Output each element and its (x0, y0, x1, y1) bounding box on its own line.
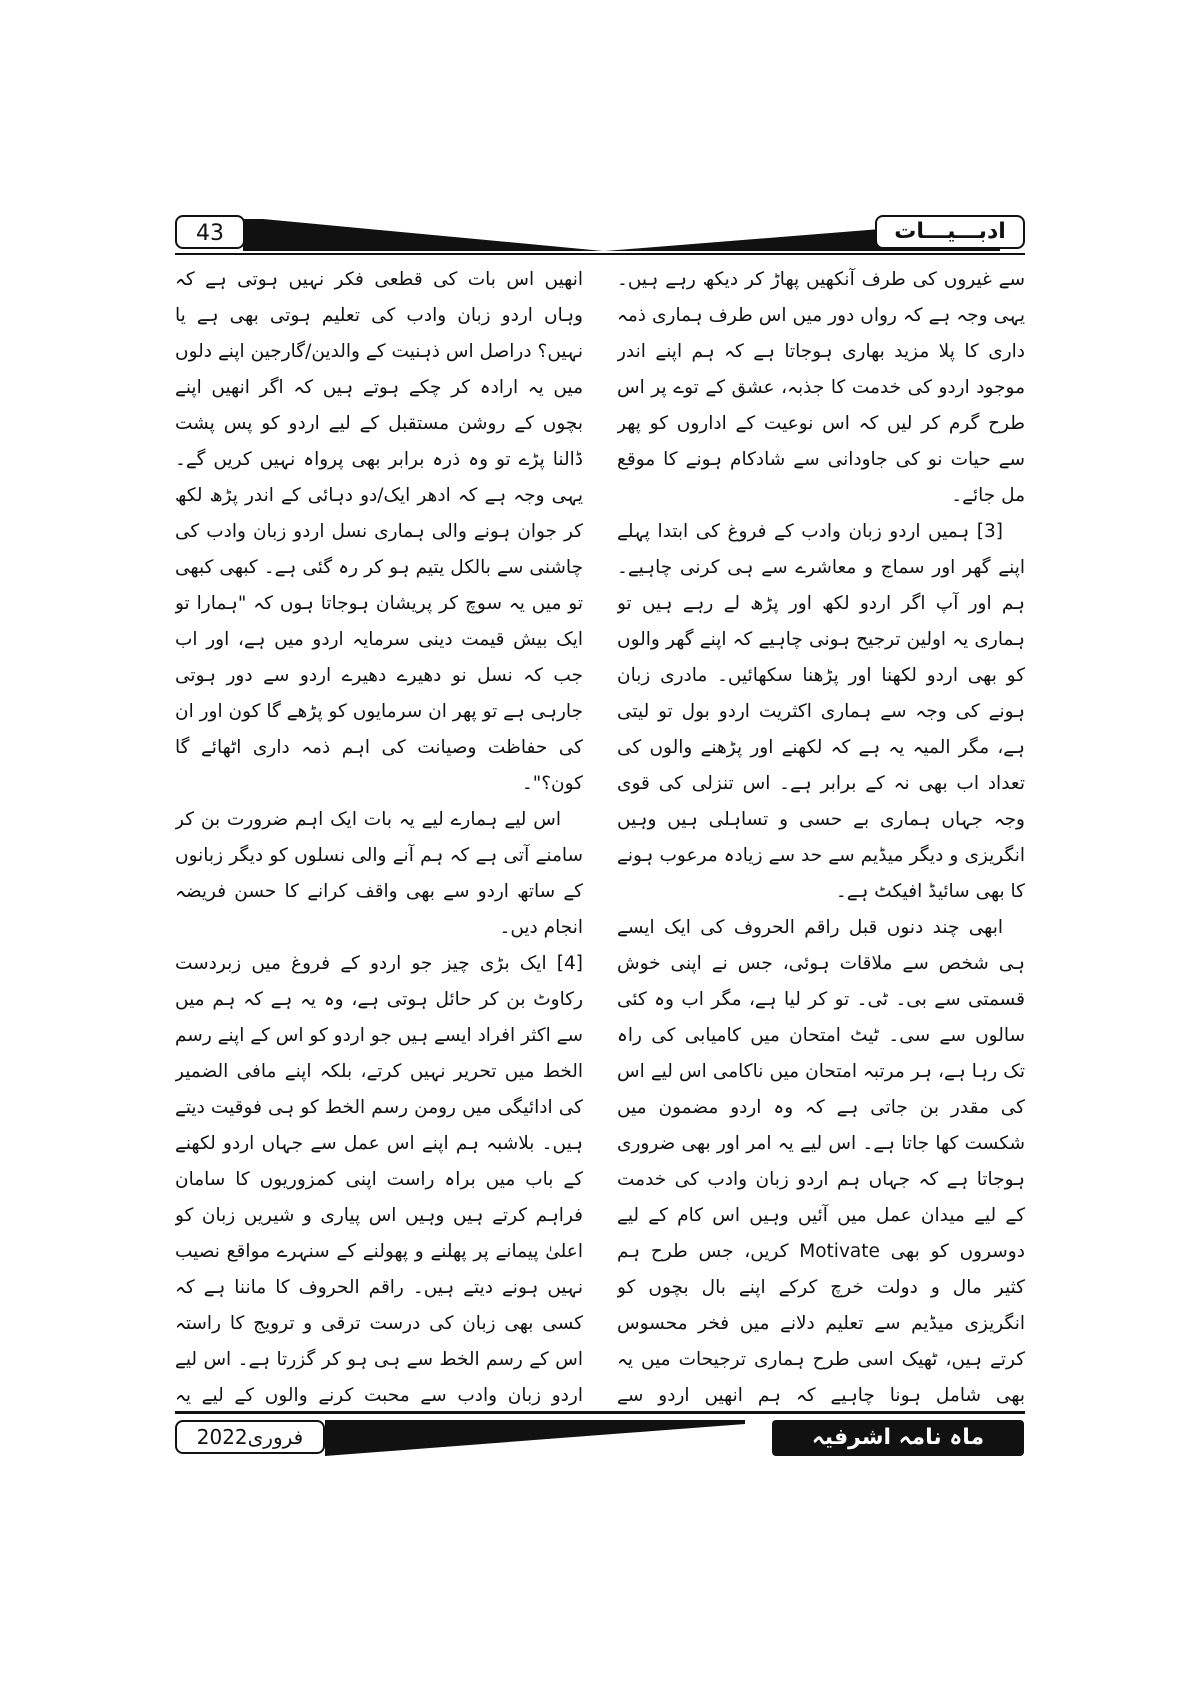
footer-wedge (325, 1420, 745, 1456)
paragraph: [4] ایک بڑی چیز جو اردو کے فروغ میں زبردست رکاوٹ بن کر حائل ہوتی ہے، وہ یہ ہے کہ ہم میں سے اکثر افراد ایسے ہیں جو اردو کو اس کے اپنے رسم الخط میں تحریر نہیں کرتے، بلکہ اپنے مافی الضمیر کی ادائیگی میں رومن رسم الخط کو ہی فوقیت دیتے ہیں۔ بلاشبہ ہم اپنے اس عمل سے جہاں اردو لکھنے کے باب میں براہ راست اپنی کمزوریوں کا سامان فراہم کرتے ہیں وہیں اس پیاری و شیریں زبان کو اعلیٰ پیمانے پر پھلنے و پھولنے کے سنہرے مواقع نصیب نہیں ہونے دیتے ہیں۔ راقم الحروف کا ماننا ہے کہ کسی بھی زبان کی درست ترقی و ترویج کا راستہ اس کے رسم الخط سے ہی ہو کر گزرتا ہے۔ اس لیے اردو زبان وادب سے محبت کرنے والوں کے لیے یہ (175, 953, 583, 1406)
article-column-left (175, 262, 583, 1410)
header-rule (175, 253, 1025, 255)
paragraph: انھیں اس بات کی قطعی فکر نہیں ہوتی ہے کہ وہاں اردو زبان وادب کی تعلیم ہوتی بھی ہے یا نہیں؟ دراصل اس ذہنیت کے والدین/گارجین اپنے دلوں میں یہ ارادہ کر چکے ہوتے ہیں کہ اگر انھیں اپنے بچوں کے روشن مستقبل کے لیے اردو کو پس پشت ڈالنا پڑے تو وہ ذرہ برابر بھی پرواہ نہیں کریں گے۔ یہی وجہ ہے کہ ادھر ایک/دو دہائی کے اندر پڑھ لکھ کر جوان ہونے والی ہماری نسل اردو زبان وادب کی چاشنی سے بالکل یتیم ہو کر رہ گئی ہے۔ کبھی کبھی تو میں یہ سوچ کر پریشان ہوجاتا ہوں کہ "ہمارا تو ایک بیش قیمت دینی سرمایہ اردو میں ہے، اور اب جب کہ نسل نو دھیرے دھیرے اردو سے دور ہوتی جارہی ہے تو پھر ان سرمایوں کو پڑھے گا کون اور ان کی حفاظت وصیانت کی اہم ذمہ داری اٹھائے گا کون؟"۔ (175, 269, 583, 794)
article-column-right (617, 262, 1025, 1410)
magazine-name: ماہ نامہ اشرفیہ (772, 1420, 1024, 1456)
header-wedge-left (243, 215, 603, 251)
page-number: 43 (175, 215, 245, 249)
page-header (175, 215, 1025, 255)
section-title: ادبـــیـــات (875, 215, 1025, 249)
footer-rule (175, 1411, 1025, 1414)
issue-date: فروری2022 (175, 1420, 325, 1454)
paragraph: سے غیروں کی طرف آنکھیں پھاڑ کر دیکھ رہے ہیں۔ یہی وجہ ہے کہ رواں دور میں اس طرف ہماری ذمہ داری کا پلا مزید بھاری ہوجاتا ہے کہ ہم اپنے اندر موجود اردو کی خدمت کا جذبہ، عشق کے توے پر اس طرح گرم کر لیں کہ اس نوعیت کے اداروں کو پھر سے حیات نو کی جاودانی سے شادکام ہونے کا موقع مل جائے۔ (617, 269, 1025, 506)
paragraph: [3] ہمیں اردو زبان وادب کے فروغ کی ابتدا پہلے اپنے گھر اور سماج و معاشرے سے ہی کرنی چاہیے۔ ہم اور آپ اگر اردو لکھ اور پڑھ لے رہے ہیں تو ہماری یہ اولین ترجیح ہونی چاہیے کہ اپنے گھر والوں کو بھی اردو لکھنا اور پڑھنا سکھائیں۔ مادری زبان ہونے کی وجہ سے ہماری اکثریت اردو بول تو لیتی ہے، مگر المیہ یہ ہے کہ لکھنے اور پڑھنے والوں کی تعداد اب بھی نہ کے برابر ہے۔ اس تنزلی کی قوی وجہ جہاں ہماری بے حسی و تساہلی ہیں وہیں انگریزی و دیگر میڈیم سے حد سے زیادہ مرعوب ہونے کا بھی سائیڈ افیکٹ ہے۔ (617, 521, 1025, 902)
paragraph: ابھی چند دنوں قبل راقم الحروف کی ایک ایسے ہی شخص سے ملاقات ہوئی، جس نے اپنی خوش قسمتی سے بی۔ ٹی۔ تو کر لیا ہے، مگر اب وہ کئی سالوں سے سی۔ ٹیٹ امتحان میں کامیابی کی راہ تک رہا ہے، ہر مرتبہ امتحان میں ناکامی اس لیے اس کی مقدر بن جاتی ہے کہ وہ اردو مضمون میں شکست کھا جاتا ہے۔ اس لیے یہ امر اور بھی ضروری ہوجاتا ہے کہ جہاں ہم اردو زبان وادب کی خدمت کے لیے میدان عمل میں آئیں وہیں اس کام کے لیے دوسروں کو بھی Motivate کریں، جس طرح ہم کثیر مال و دولت خرچ کرکے اپنے بال بچوں کو انگریزی میڈیم سے تعلیم دلانے میں فخر محسوس کرتے ہیں، ٹھیک اسی طرح ہماری ترجیحات میں یہ بھی شامل ہونا چاہیے کہ ہم انھیں اردو سے (617, 917, 1025, 1406)
paragraph: اس لیے ہمارے لیے یہ بات ایک اہم ضرورت بن کر سامنے آتی ہے کہ ہم آنے والی نسلوں کو دیگر زبانوں کے ساتھ اردو سے بھی واقف کرانے کا حسن فریضہ انجام دیں۔ (175, 809, 583, 938)
